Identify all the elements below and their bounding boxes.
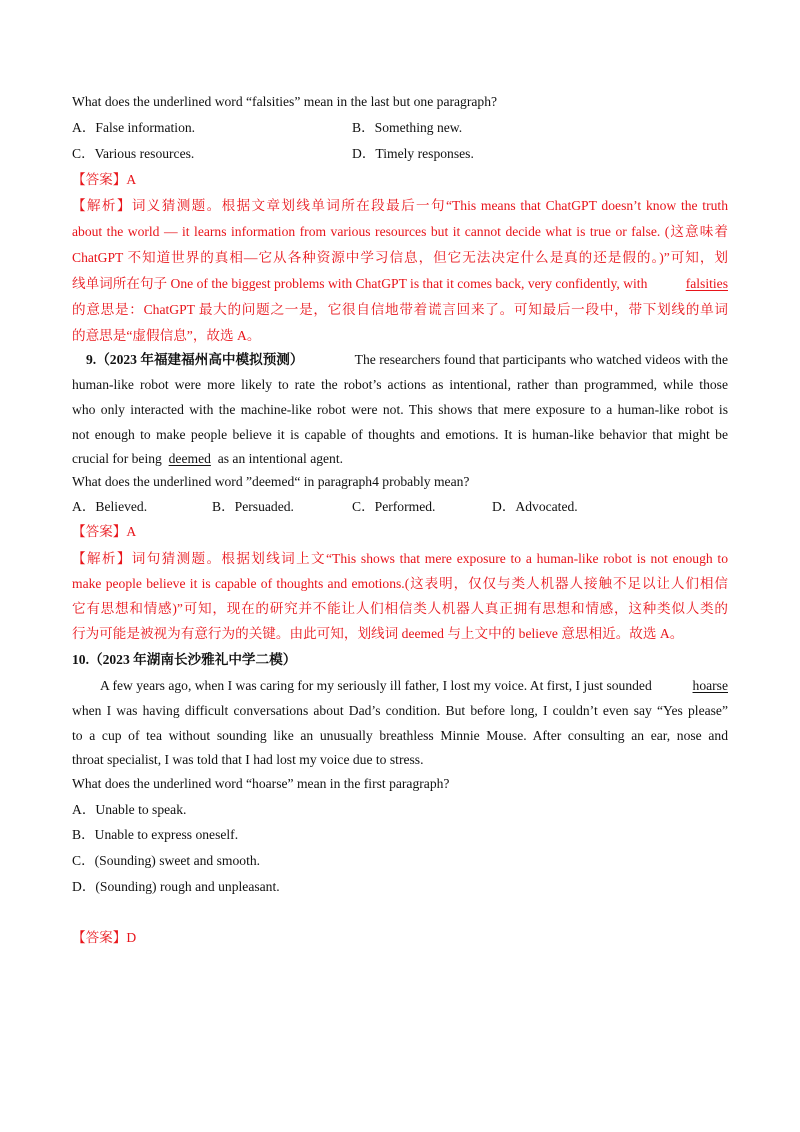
q10-answer: 【答案】D bbox=[72, 930, 137, 945]
q9-passage-line: who only interacted with the machine-like robot were not. This shows that mere exposure to a human-like robot is bbox=[72, 402, 728, 417]
q8-option-c: C．Various resources. bbox=[72, 146, 195, 161]
q8-analysis-line: ChatGPT 不知道世界的真相—它从各种资源中学习信息，但它无法决定什么是真的还是假的。)”可知，划 bbox=[72, 250, 728, 265]
q9-first-line bbox=[86, 350, 728, 370]
q9-option-a: A．Believed. bbox=[72, 499, 148, 514]
q9-analysis-line: make people believe it is capable of thoughts and emotions.(这表明，仅仅与类人机器人接触不足以让人们相信 bbox=[72, 576, 728, 591]
q8-analysis-line: about the world — it learns information from various resources but it cannot decide what is true or false. (这意味着 bbox=[72, 224, 728, 239]
q9-option-c: C．Performed. bbox=[352, 499, 436, 514]
q8-analysis-text: 线单词所在句子 One of the biggest problems with ChatGPT is that it comes back, very confidently, with bbox=[72, 276, 648, 291]
q10-passage-line: to a cup of tea without sounding like an unusually breathless Minnie Mouse. After consulting an ear, nose and bbox=[72, 728, 728, 743]
q8-question: What does the underlined word “falsities” mean in the last but one paragraph? bbox=[72, 94, 498, 109]
q10-question: What does the underlined word “hoarse” mean in the first paragraph? bbox=[72, 776, 450, 791]
q9-option-d: D．Advocated. bbox=[492, 499, 578, 514]
q9-passage-text: as an intentional agent. bbox=[217, 451, 344, 466]
q9-analysis-line: 【解析】词句猜测题。根据划线词上文“This shows that mere exposure to a human-like robot is not enough to bbox=[72, 551, 728, 566]
q9-heading: 9.（2023 年福建福州高中模拟预测） bbox=[86, 352, 304, 367]
q10-passage-line: throat specialist, I was told that I had lost my voice due to stress. bbox=[72, 752, 424, 767]
underlined-word-deemed: deemed bbox=[168, 451, 211, 466]
q8-analysis-line: 【解析】词义猜测题。根据文章划线单词所在段最后一句“This means that ChatGPT doesn’t know the truth bbox=[72, 198, 728, 213]
q10-passage-line: when I was having difficult conversations about Dad’s condition. But before long, I couldn’t even say “Yes please” bbox=[72, 703, 728, 718]
q9-answer: 【答案】A bbox=[72, 524, 137, 539]
q8-option-d: D．Timely responses. bbox=[352, 146, 474, 161]
q10-option-c: C．(Sounding) sweet and smooth. bbox=[72, 853, 261, 868]
q10-option-d: D．(Sounding) rough and unpleasant. bbox=[72, 879, 280, 894]
q8-option-a: A．False information. bbox=[72, 120, 196, 135]
q9-passage-line: not enough to make people believe it is capable of thoughts and emotions. It is human-like behavior that might be bbox=[72, 427, 728, 442]
underlined-word-falsities: falsities bbox=[685, 276, 728, 291]
q8-analysis-line bbox=[72, 274, 728, 294]
q8-option-b: B．Something new. bbox=[352, 120, 463, 135]
q9-passage-line bbox=[72, 449, 728, 469]
q9-passage-start: The researchers found that participants who watched videos with the bbox=[354, 352, 728, 367]
q10-heading: 10.（2023 年湖南长沙雅礼中学二模） bbox=[72, 652, 297, 667]
q10-passage-text: A few years ago, when I was caring for my seriously ill father, I lost my voice. At first, I just sounded bbox=[100, 678, 652, 693]
q8-answer: 【答案】A bbox=[72, 172, 137, 187]
q8-analysis-line: 的意思是：ChatGPT 最大的问题之一是，它很自信地带着谎言回来了。可知最后一段中，带下划线的单词 bbox=[72, 302, 728, 317]
q9-question: What does the underlined word ”deemed“ in paragraph4 probably mean? bbox=[72, 474, 470, 489]
q9-analysis-line: 行为可能是被视为有意行为的关键。由此可知，划线词 deemed 与上文中的 believe 意思相近。故选 A。 bbox=[72, 626, 684, 641]
q9-option-b: B．Persuaded. bbox=[212, 499, 294, 514]
q8-analysis-line: 的意思是“虚假信息”，故选 A。 bbox=[72, 328, 261, 343]
q9-passage-text: crucial for being bbox=[72, 451, 162, 466]
q10-passage-line bbox=[100, 676, 728, 696]
q9-passage-line: human-like robot were more likely to rate the robot’s actions as intentional, rather than programmed, while those bbox=[72, 377, 728, 392]
q10-option-b: B．Unable to express oneself. bbox=[72, 827, 239, 842]
underlined-word-hoarse: hoarse bbox=[692, 678, 728, 693]
q9-analysis-line: 它有思想和情感)”可知，现在的研究并不能让人们相信类人机器人真正拥有思想和情感，这种类似人类的 bbox=[72, 601, 728, 616]
q10-option-a: A．Unable to speak. bbox=[72, 802, 187, 817]
